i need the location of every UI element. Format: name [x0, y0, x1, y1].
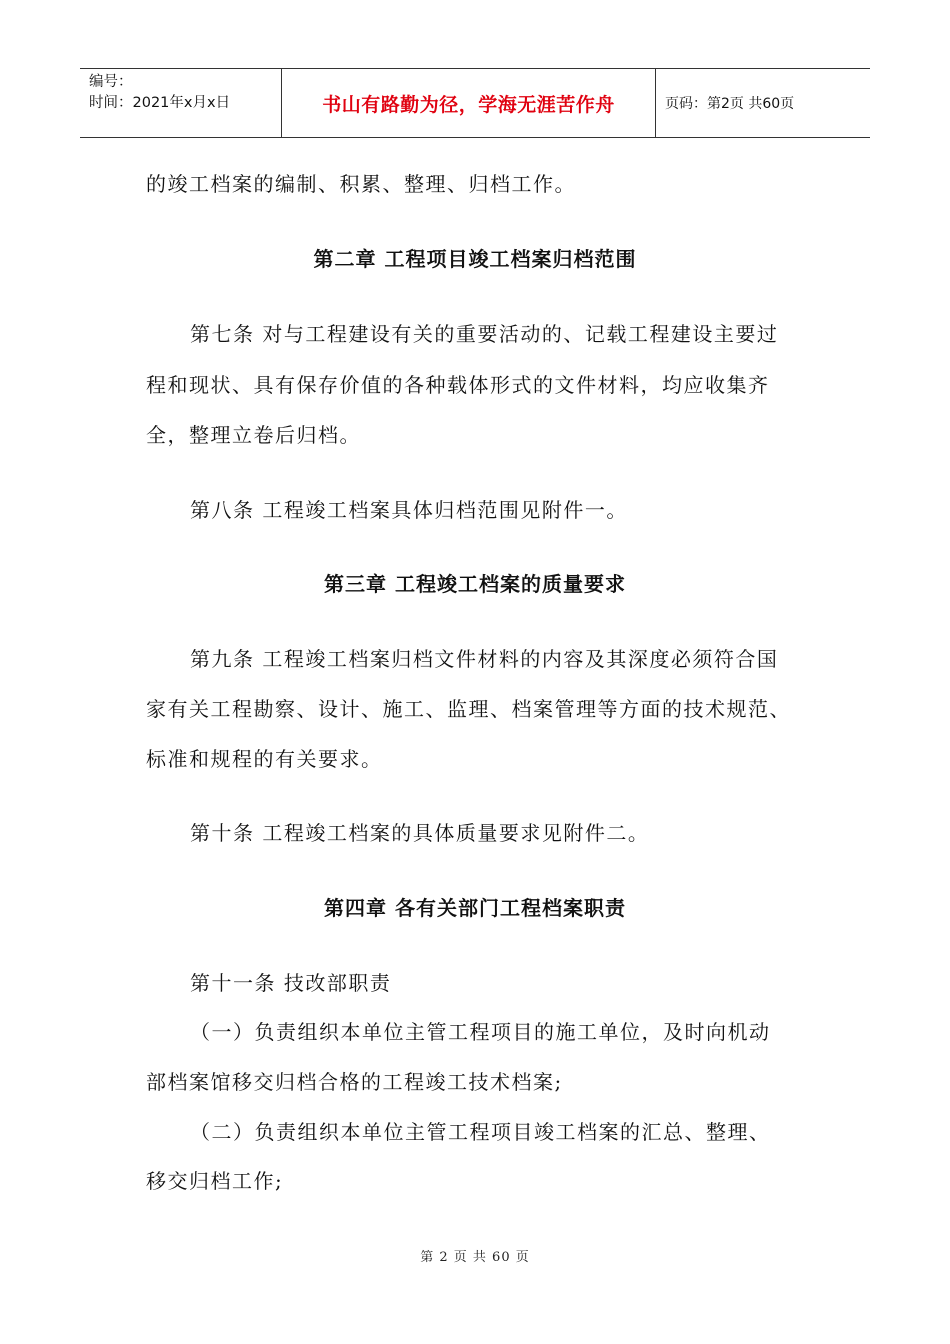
document-number-label: 编号：: [89, 74, 133, 90]
body-line-continuation: 的竣工档案的编制、积累、整理、归档工作。: [146, 172, 576, 196]
header-meta: [80, 69, 282, 137]
article-9-line-3: 标准和规程的有关要求。: [146, 747, 383, 771]
article-7-line-3: 全，整理立卷后归档。: [146, 423, 361, 447]
page-footer: 第 2 页 共 60 页: [420, 1250, 530, 1265]
chapter-4-heading: 第四章 各有关部门工程档案职责: [324, 896, 626, 920]
article-10: 第十条 工程竣工档案的具体质量要求见附件二。: [190, 821, 650, 845]
article-9-line-2: 家有关工程勘察、设计、施工、监理、档案管理等方面的技术规范、: [146, 697, 791, 721]
document-date-label: 时间：2021年x月x日: [89, 95, 231, 111]
article-11: 第十一条 技改部职责: [190, 971, 392, 995]
item-1-line-1: （一）负责组织本单位主管工程项目的施工单位，及时向机动: [190, 1020, 771, 1044]
chapter-3-heading: 第三章 工程竣工档案的质量要求: [324, 572, 626, 596]
item-2-line-2: 移交归档工作;: [146, 1169, 284, 1193]
item-1-line-2: 部档案馆移交归档合格的工程竣工技术档案;: [146, 1070, 563, 1094]
chapter-2-heading: 第二章 工程项目竣工档案归档范围: [313, 247, 637, 271]
article-9-line-1: 第九条 工程竣工档案归档文件材料的内容及其深度必须符合国: [190, 647, 779, 671]
header-page-info: 页码：第2页 共60页: [665, 96, 795, 112]
page-header: [80, 68, 870, 138]
article-7-line-1: 第七条 对与工程建设有关的重要活动的、记载工程建设主要过: [190, 322, 779, 346]
article-8: 第八条 工程竣工档案具体归档范围见附件一。: [190, 498, 628, 522]
item-2-line-1: （二）负责组织本单位主管工程项目竣工档案的汇总、整理、: [190, 1120, 771, 1144]
header-motto: 书山有路勤为径，学海无涯苦作舟: [282, 69, 656, 137]
article-7-line-2: 程和现状、具有保存价值的各种载体形式的文件材料，均应收集齐: [146, 373, 770, 397]
